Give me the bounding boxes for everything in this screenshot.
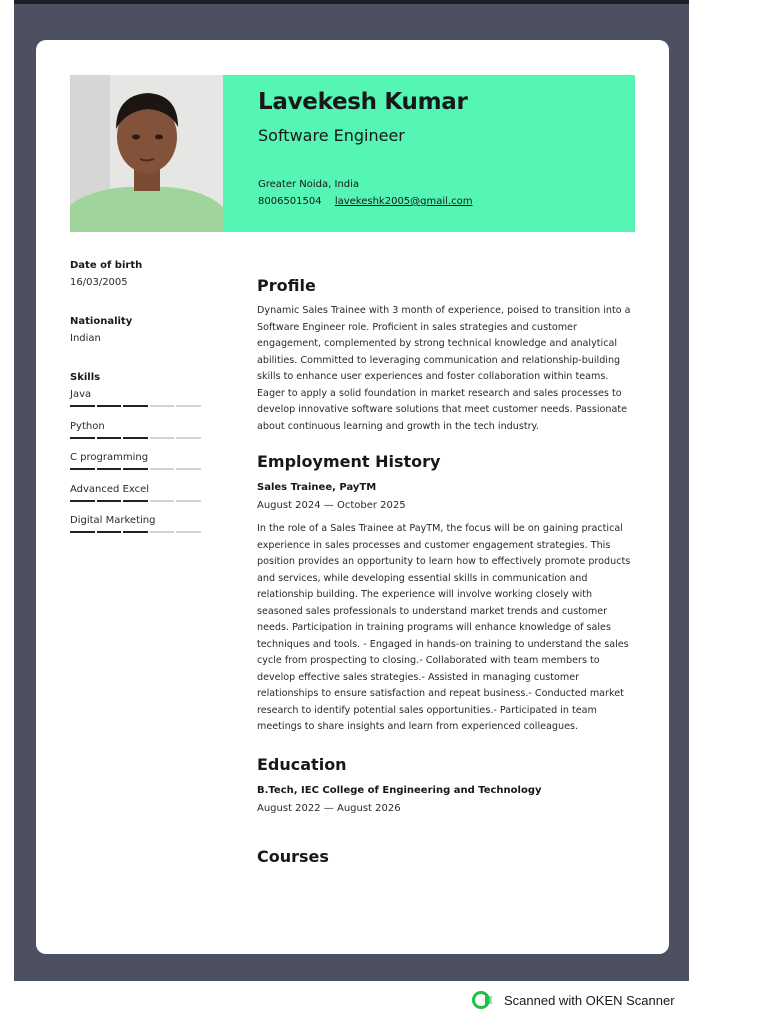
email-link[interactable]: lavekeshk2005@gmail.com — [334, 196, 473, 207]
skill-level-segment — [70, 468, 95, 470]
skill-name: Advanced Excel — [70, 483, 150, 495]
skill-item — [70, 484, 210, 516]
dob-label: Date of birth — [70, 260, 143, 271]
skills-list — [70, 389, 210, 547]
skill-level-segment — [97, 500, 122, 502]
contact-line — [258, 196, 472, 207]
skill-name: Digital Marketing — [70, 515, 156, 526]
nationality-value: Indian — [70, 333, 101, 344]
skill-level-segment — [150, 500, 175, 502]
skill-level-segment — [123, 531, 148, 533]
skill-name: Python — [70, 420, 105, 432]
skill-level-segment — [150, 405, 175, 407]
profile-heading: Profile — [257, 276, 316, 295]
skill-level-segment — [176, 468, 201, 470]
header-banner — [223, 75, 635, 232]
skill-level-segment — [97, 405, 122, 407]
job-title: Software Engineer — [258, 126, 405, 145]
skill-level-segment — [70, 500, 95, 502]
profile-text: Dynamic Sales Trainee with 3 month of experience, poised to transition into a Software Engineer role. Proficient in sales strategies and customer engagement, complemented by strong technical knowledge and analytical abilities. Committed to leveraging communication and relationship-building skills to enhance user experiences and foster collaboration within teams. Eager to apply a solid foundation in market research and sales processes to develop innovative software solutions that meet customer needs. Passionate about continuous learning and growth in the tech industry. — [257, 305, 631, 432]
skill-level-segment — [150, 531, 175, 533]
skill-level-bar — [70, 405, 210, 407]
sidebar — [70, 260, 210, 547]
dob-value: 16/03/2005 — [70, 277, 128, 288]
skill-level-segment — [176, 405, 201, 407]
profile-section — [257, 276, 637, 435]
scanner-watermark — [472, 990, 675, 1010]
courses-section — [257, 847, 637, 867]
education-degree: B.Tech, IEC College of Engineering and Technology — [257, 785, 542, 796]
skill-level-bar — [70, 468, 210, 470]
profile-photo — [70, 75, 223, 232]
employment-description: In the role of a Sales Trainee at PayTM, the focus will be on gaining practical experience in sales processes and customer engagement strategies. This position provides an opportunity to learn how to effectively promote products and services, while developing essential skills in communication and relationship building. The experience will involve working closely with seasoned sales professionals to understand market trends and customer needs. Participation in training programs will enhance knowledge of sales techniques and tools. - Engaged in hands-on training to understand the sales cycle from prospecting to closing.- Collaborated with team members to develop effective sales strategies.- Assisted in managing customer relationships to ensure satisfaction and repeat business.- Conducted market research to identify potential sales opportunities.- Participated in team meetings to share insights and learn from experienced colleagues. — [257, 523, 631, 732]
skill-level-segment — [123, 405, 148, 407]
skill-level-segment — [70, 405, 95, 407]
skill-item — [70, 515, 210, 547]
skill-level-bar — [70, 531, 210, 533]
skill-level-segment — [123, 500, 148, 502]
skill-level-bar — [70, 437, 210, 439]
skill-level-bar — [70, 500, 210, 502]
skill-name: Java — [70, 389, 92, 400]
skill-item — [70, 389, 210, 421]
skill-level-segment — [150, 437, 175, 439]
skill-level-segment — [150, 468, 175, 470]
skill-level-segment — [123, 437, 148, 439]
skills-label: Skills — [70, 372, 101, 383]
skill-level-segment — [97, 531, 122, 533]
dob-block — [70, 260, 210, 316]
employment-job-title: Sales Trainee, PayTM — [257, 482, 377, 493]
skill-item — [70, 421, 210, 453]
nationality-block — [70, 316, 210, 372]
resume-page — [36, 40, 669, 954]
skill-level-segment — [97, 437, 122, 439]
employment-section — [257, 452, 637, 736]
courses-heading: Courses — [257, 847, 329, 866]
nationality-label: Nationality — [70, 316, 133, 327]
skill-level-segment — [70, 437, 95, 439]
skill-item — [70, 452, 210, 484]
skill-level-segment — [97, 468, 122, 470]
education-dates: August 2022 — August 2026 — [257, 803, 401, 814]
education-section — [257, 755, 637, 814]
skill-level-segment — [176, 437, 201, 439]
skill-level-segment — [176, 500, 201, 502]
skill-level-segment — [123, 468, 148, 470]
candidate-name: Lavekesh Kumar — [258, 89, 468, 115]
oken-scanner-logo-icon — [472, 990, 494, 1010]
scanner-text: Scanned with OKEN Scanner — [504, 992, 675, 1008]
employment-heading: Employment History — [257, 452, 441, 471]
skill-level-segment — [176, 531, 201, 533]
location: Greater Noida, India — [258, 179, 360, 190]
skill-name: C programming — [70, 452, 149, 463]
phone-number: 8006501504 — [258, 196, 322, 207]
education-heading: Education — [257, 755, 347, 774]
employment-dates: August 2024 — October 2025 — [257, 500, 406, 511]
skill-level-segment — [70, 531, 95, 533]
scan-top-edge — [14, 0, 689, 4]
